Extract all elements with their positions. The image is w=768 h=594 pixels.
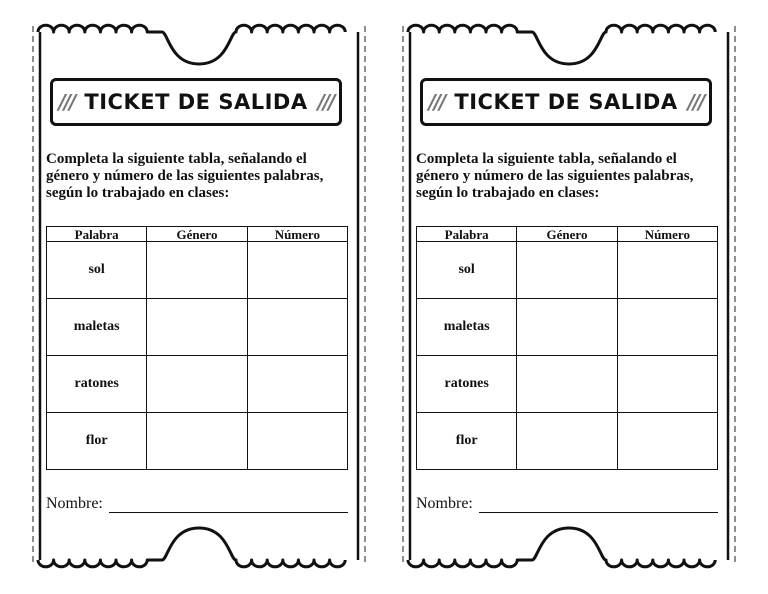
table-row	[417, 242, 718, 299]
header-numero: Número	[617, 227, 717, 242]
ticket-bottom-edge	[408, 528, 715, 567]
exit-ticket-left	[32, 22, 366, 570]
gender-cell[interactable]	[517, 356, 617, 413]
table-row	[417, 356, 718, 413]
word-cell: ratones	[417, 356, 517, 413]
word-cell: ratones	[47, 356, 147, 413]
exit-ticket-right	[402, 22, 736, 570]
name-label: Nombre:	[46, 495, 103, 512]
banner-stripes-right: ///	[317, 90, 334, 114]
name-write-line[interactable]	[479, 496, 718, 513]
gender-cell[interactable]	[517, 299, 617, 356]
table-row	[417, 299, 718, 356]
number-cell[interactable]	[617, 242, 717, 299]
table-row	[47, 356, 348, 413]
table-row	[417, 413, 718, 470]
table-row	[47, 299, 348, 356]
instructions-text: Completa la siguiente tabla, señalando el género y número de las siguientes palabras, según lo trabajado en clases:	[416, 151, 694, 201]
ticket-bottom-edge	[38, 528, 345, 567]
header-numero: Número	[247, 227, 347, 242]
gender-cell[interactable]	[517, 242, 617, 299]
banner-stripes-right: ///	[687, 90, 704, 114]
header-palabra: Palabra	[47, 227, 147, 242]
table-header-row	[417, 227, 718, 242]
gender-cell[interactable]	[147, 356, 247, 413]
number-cell[interactable]	[617, 413, 717, 470]
table-row	[47, 413, 348, 470]
ticket-title: TICKET DE SALIDA	[84, 90, 308, 114]
banner-stripes-left: ///	[58, 90, 75, 114]
table-header-row	[47, 227, 348, 242]
name-field	[46, 495, 348, 513]
number-cell[interactable]	[617, 299, 717, 356]
name-write-line[interactable]	[109, 496, 348, 513]
name-label: Nombre:	[416, 495, 473, 512]
gender-cell[interactable]	[517, 413, 617, 470]
word-table	[46, 226, 348, 470]
gender-cell[interactable]	[147, 242, 247, 299]
number-cell[interactable]	[247, 242, 347, 299]
word-cell: maletas	[47, 299, 147, 356]
ticket-title: TICKET DE SALIDA	[454, 90, 678, 114]
table-row	[47, 242, 348, 299]
ticket-top-edge	[38, 25, 345, 64]
word-cell: sol	[417, 242, 517, 299]
header-genero: Género	[517, 227, 617, 242]
ticket-banner	[50, 78, 342, 126]
number-cell[interactable]	[617, 356, 717, 413]
word-cell: maletas	[417, 299, 517, 356]
ticket-banner	[420, 78, 712, 126]
word-cell: flor	[47, 413, 147, 470]
word-cell: sol	[47, 242, 147, 299]
number-cell[interactable]	[247, 356, 347, 413]
gender-cell[interactable]	[147, 299, 247, 356]
word-cell: flor	[417, 413, 517, 470]
number-cell[interactable]	[247, 413, 347, 470]
gender-cell[interactable]	[147, 413, 247, 470]
instructions-text: Completa la siguiente tabla, señalando el género y número de las siguientes palabras, según lo trabajado en clases:	[46, 151, 324, 201]
header-palabra: Palabra	[417, 227, 517, 242]
number-cell[interactable]	[247, 299, 347, 356]
banner-stripes-left: ///	[428, 90, 445, 114]
name-field	[416, 495, 718, 513]
ticket-top-edge	[408, 25, 715, 64]
header-genero: Género	[147, 227, 247, 242]
word-table	[416, 226, 718, 470]
